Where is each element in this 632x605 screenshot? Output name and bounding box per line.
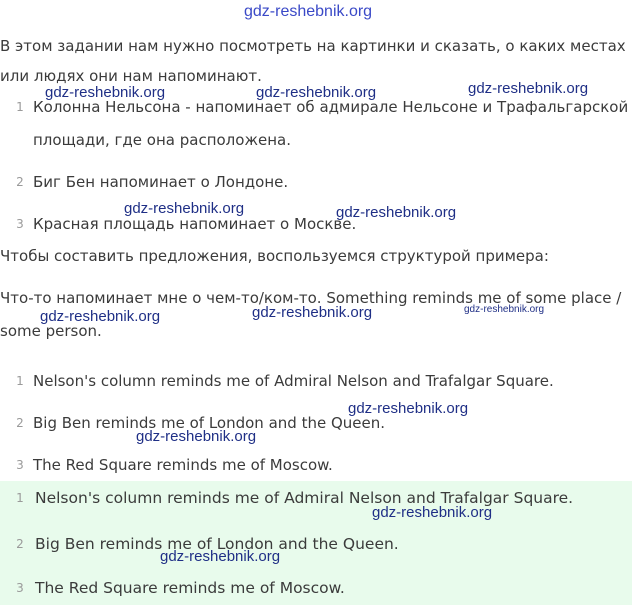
answer-item-3: The Red Square reminds me of Moscow. — [35, 579, 345, 597]
intro-line-1: В этом задании нам нужно посмотреть на картинки и сказать, о каких местах — [0, 37, 626, 55]
list-number: 1 — [16, 100, 24, 114]
answer-item-2: Big Ben reminds me of London and the Queen. — [35, 535, 399, 553]
watermark: gdz-reshebnik.org — [160, 548, 281, 565]
russian-item-1-line-1: Колонна Нельсона - напоминает об адмирале Нельсоне и Трафальгарской — [33, 98, 629, 116]
list-number: 3 — [16, 458, 24, 472]
russian-item-1-line-2: площади, где она расположена. — [33, 131, 291, 149]
example-line-2: some person. — [0, 322, 102, 340]
structure-intro: Чтобы составить предложения, воспользуемся структурой примера: — [0, 247, 549, 265]
watermark: gdz-reshebnik.org — [252, 304, 373, 321]
list-number: 3 — [16, 581, 24, 595]
watermark: gdz-reshebnik.org — [124, 200, 245, 217]
list-number: 1 — [16, 491, 24, 505]
intro-line-2: или людях они нам напоминают. — [0, 67, 262, 85]
answer-item-1: Nelson's column reminds me of Admiral Nelson and Trafalgar Square. — [35, 489, 574, 507]
example-line-1: Что-то напоминает мне о чем-то/ком-то. Something reminds me of some place / — [0, 289, 622, 307]
watermark: gdz-reshebnik.org — [45, 84, 166, 101]
list-number: 1 — [16, 374, 24, 388]
english-item-3: The Red Square reminds me of Moscow. — [33, 456, 333, 474]
russian-item-2: Биг Бен напоминает о Лондоне. — [33, 173, 289, 191]
watermark: gdz-reshebnik.org — [256, 84, 377, 101]
list-number: 2 — [16, 175, 24, 189]
watermark: gdz-reshebnik.org — [244, 3, 373, 20]
watermark: gdz-reshebnik.org — [348, 400, 469, 417]
watermark: gdz-reshebnik.org — [136, 428, 257, 445]
russian-item-3: Красная площадь напоминает о Москве. — [33, 215, 357, 233]
watermark: gdz-reshebnik.org — [40, 308, 161, 325]
english-item-1: Nelson's column reminds me of Admiral Nelson and Trafalgar Square. — [33, 372, 554, 390]
watermark: gdz-reshebnik.org — [464, 304, 545, 315]
list-number: 2 — [16, 537, 24, 551]
english-item-2: Big Ben reminds me of London and the Queen. — [33, 414, 386, 432]
watermark: gdz-reshebnik.org — [372, 504, 493, 521]
watermark: gdz-reshebnik.org — [336, 204, 457, 221]
list-number: 2 — [16, 416, 24, 430]
watermark: gdz-reshebnik.org — [468, 80, 589, 97]
list-number: 3 — [16, 217, 24, 231]
